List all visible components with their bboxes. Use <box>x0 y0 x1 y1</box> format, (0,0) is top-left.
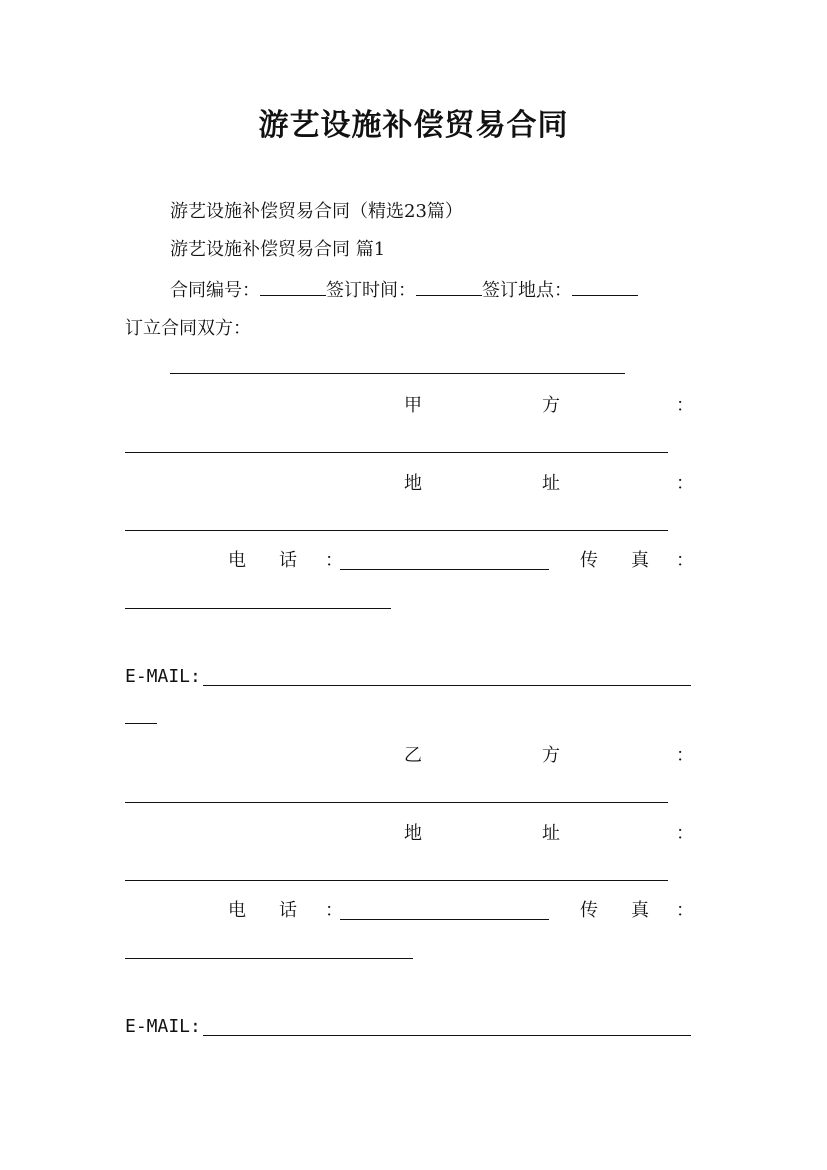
document-title: 游艺设施补偿贸易合同 <box>258 108 569 143</box>
party-b-address-colon: ： <box>676 823 694 844</box>
party-a-fax-colon: ： <box>676 550 694 571</box>
sign-place-blank <box>572 277 638 296</box>
party-b-name-blank <box>125 802 668 803</box>
party-a-fax-blank <box>125 608 391 609</box>
party-b-phone-colon: ： <box>325 900 343 921</box>
party-b-email-label: E-MAIL: <box>125 1016 201 1037</box>
party-a-email-blank-cont <box>125 723 157 724</box>
parties-intro: 订立合同双方： <box>125 318 251 339</box>
party-a-phone-char2: 话 <box>279 550 297 571</box>
sign-time-blank <box>416 277 482 296</box>
party-b-fax-colon: ： <box>676 900 694 921</box>
party-b-phone-blank <box>340 919 549 920</box>
party-a-fax-char2: 真 <box>631 550 649 571</box>
sign-place-label: 签订地点： <box>482 280 572 301</box>
party-a-label-colon: ： <box>676 395 694 416</box>
party-a-phone-colon: ： <box>325 550 343 571</box>
section-heading: 游艺设施补偿贸易合同 篇1 <box>170 239 386 260</box>
contract-no-blank <box>260 277 326 296</box>
party-a-phone-char1: 电 <box>228 550 246 571</box>
party-a-phone-blank <box>340 569 549 570</box>
contract-no-label: 合同编号： <box>170 280 260 301</box>
party-a-email-label: E-MAIL: <box>125 666 201 687</box>
party-b-label-colon: ： <box>676 745 694 766</box>
document-subtitle: 游艺设施补偿贸易合同（精选23篇） <box>170 201 463 222</box>
sign-time-label: 签订时间： <box>326 280 416 301</box>
party-a-name-blank <box>125 452 668 453</box>
party-b-phone-char1: 电 <box>228 900 246 921</box>
party-b-fax-char2: 真 <box>631 900 649 921</box>
party-b-phone-char2: 话 <box>279 900 297 921</box>
party-a-label-char1: 甲 <box>404 395 422 416</box>
blank-line <box>170 373 625 374</box>
party-b-fax-blank <box>125 958 413 959</box>
party-b-fax-char1: 传 <box>580 900 598 921</box>
party-b-label-char1: 乙 <box>404 745 422 766</box>
contract-meta-line <box>170 277 638 304</box>
party-b-address-char2: 址 <box>542 823 560 844</box>
party-a-address-blank <box>125 530 668 531</box>
party-a-email-blank <box>203 685 691 686</box>
party-a-address-char1: 地 <box>404 473 422 494</box>
party-b-address-char1: 地 <box>404 823 422 844</box>
party-b-email-blank <box>203 1035 691 1036</box>
party-b-label-char2: 方 <box>542 745 560 766</box>
party-a-label-char2: 方 <box>542 395 560 416</box>
party-a-address-colon: ： <box>676 473 694 494</box>
party-a-fax-char1: 传 <box>580 550 598 571</box>
party-a-address-char2: 址 <box>542 473 560 494</box>
party-b-address-blank <box>125 880 668 881</box>
